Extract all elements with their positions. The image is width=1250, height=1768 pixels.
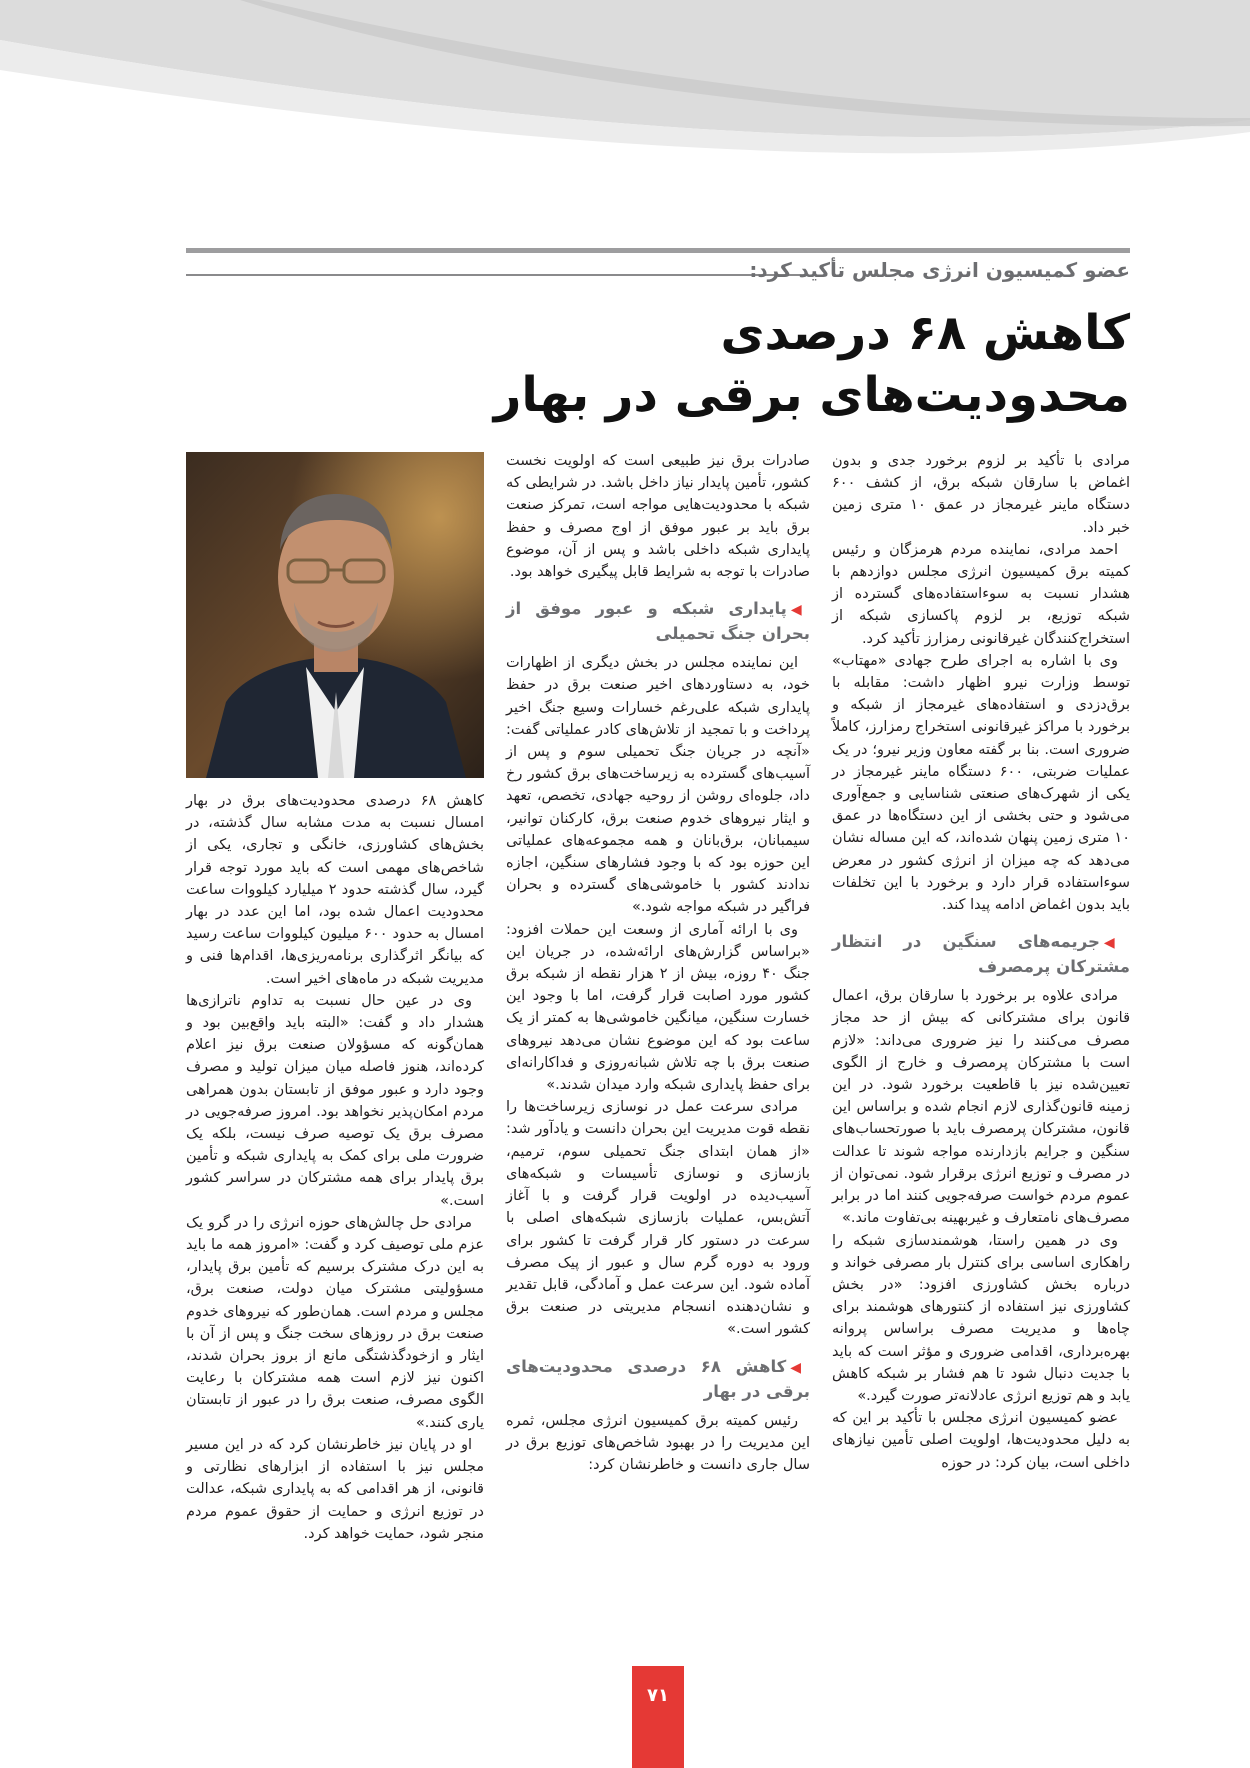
subheading-text: جریمه‌های سنگین در انتظار مشترکان پرمصرف bbox=[832, 932, 1130, 977]
paragraph: وی با اشاره به اجرای طرح جهادی «مهتاب» توسط وزارت نیرو اظهار داشت: مقابله با برق‌دزدی و استفاده‌های غیرمجاز از شبکه و برخورد با مراکز غیرقانونی استخراج رمزارز، کاملاً ضروری است. بنا بر گفته معاون وزیر نیرو؛ در یک عملیات ضربتی، ۶۰۰ دستگاه ماینر غیرمجاز در یکی از شهرک‌های صنعتی شناسایی و جمع‌آوری می‌شود و حتی بخشی از این دستگاه‌ها در عمق ۱۰ متری زمین پنهان شده‌اند، که این مساله نشان می‌دهد که چه میزان از انرژی کشور در معرض سوءاستفاده قرار دارد و برخورد با این تخلفات باید بدون اغماض ادامه پیدا کند. bbox=[832, 652, 1130, 914]
paragraph: مرادی حل چالش‌های حوزه انرژی را در گرو یک عزم ملی توصیف کرد و گفت: «امروز همه ما باید به این درک مشترک برسیم که تأمین برق پایدار، مسؤولیتی مشترک میان دولت، صنعت برق، مجلس و مردم است. همان‌طور که نیروهای خدوم صنعت برق در روزهای سخت جنگ و پس از آن با ایثار و ازخودگذشتگی مانع از بروز بحران شدند، اکنون نیز لازم است همه مشترکان با رعایت الگوی مصرف، صنعت برق را در عبور از تابستان یاری کنند.» bbox=[186, 1214, 484, 1431]
paragraph: مرادی با تأکید بر لزوم برخورد جدی و بدون اغماض با سارقان شبکه برق، از کشف ۶۰۰ دستگاه ماینر غیرمجاز در عمق ۱۰ متری زمین خبر داد. bbox=[832, 453, 1130, 536]
paragraph: کاهش ۶۸ درصدی محدودیت‌های برق در بهار امسال نسبت به مدت مشابه سال گذشته، در بخش‌های کشاورزی، خانگی و تجاری، یکی از شاخص‌های مهمی است که باید مورد توجه قرار گیرد، سال گذشته حدود ۲ میلیارد کیلووات ساعت محدودیت اعمال شده بود، اما این عدد در بهار امسال به حدود ۶۰۰ میلیون کیلووات ساعت رسید که بیانگر اثرگذاری برنامه‌ریزی‌ها، اقدام‌ها فنی و مدیریت شبکه در ماه‌های اخیر است. bbox=[186, 793, 484, 987]
subheading bbox=[832, 930, 1130, 979]
headline bbox=[430, 302, 1130, 426]
article-column-middle bbox=[506, 450, 810, 1476]
paragraph: وی در همین راستا، هوشمندسازی شبکه را راهکاری اساسی برای کنترل بار مصرفی خواند و درباره بخش کشاورزی افزود: «در بخش کشاورزی نیز استفاده از کنتورهای هوشمند برای چاه‌ها و مدیریت مصرف براساس پروانه بهره‌برداری، اقدامی ضروری و مؤثر است که باید با جدیت دنبال شود تا هم فشار بر شبکه کاهش یابد و هم توزیع انرژی عادلانه‌تر صورت گیرد.» bbox=[832, 1232, 1130, 1404]
paragraph: احمد مرادی، نماینده مردم هرمزگان و رئیس کمیته برق کمیسیون انرژی مجلس دوازدهم با هشدار نسبت به سوءاستفاده‌های گسترده از شبکه توزیع، بر لزوم پاکسازی شبکه از استخراج‌کنندگان غیرقانونی رمزارز تأکید کرد. bbox=[832, 541, 1130, 647]
kicker-top-bar bbox=[186, 248, 1130, 253]
kicker: عضو کمیسیون انرژی مجلس تأکید کرد: bbox=[749, 258, 1130, 282]
paragraph: وی با ارائه آماری از وسعت این حملات افزود: «براساس گزارش‌های ارائه‌شده، در جریان این جنگ ۴۰ روزه، بیش از ۲ هزار نقطه از شبکه برق کشور مورد اصابت قرار گرفت، اما با وجود این خسارت سنگین، میانگین خاموشی‌ها به کمتر از یک ساعت بود که این موضوع نشان می‌دهد نیروهای صنعت برق با چه تلاش شبانه‌روزی و فداکارانه‌ای برای حفظ پایداری شبکه وارد میدان شدند.» bbox=[506, 921, 811, 1094]
headline-line-2: محدودیت‌های برقی در بهار bbox=[493, 367, 1130, 423]
arrow-icon: ◀ bbox=[790, 1359, 810, 1376]
subheading-text: کاهش ۶۸ درصدی محدودیت‌های برقی در بهار bbox=[506, 1356, 810, 1401]
subheading bbox=[506, 1355, 810, 1404]
paragraph: مرادی سرعت عمل در نوسازی زیرساخت‌ها را نقطه قوت مدیریت این بحران دانست و یادآور شد: «از همان ابتدای جنگ تحمیلی سوم، ترمیم، بازسازی و نوسازی تأسیسات و شبکه‌های آسیب‌دیده در اولویت قرار گرفت و با آغاز آتش‌بس، عملیات بازسازی شبکه‌های اصلی با سرعت در دستور کار قرار گرفت تا کشور برای ورود به دوره گرم سال و عبور از پیک مصرف آماده شود. این سرعت عمل و آمادگی، قابل تقدیر و نشان‌دهنده انسجام مدیریتی در صنعت برق کشور است.» bbox=[506, 1099, 810, 1338]
arrow-icon: ◀ bbox=[790, 602, 810, 619]
headline-line-1: کاهش ۶۸ درصدی bbox=[720, 305, 1130, 361]
paragraph: رئیس کمیته برق کمیسیون انرژی مجلس، ثمره این مدیریت را در بهبود شاخص‌های توزیع برق در سال جاری دانست و خاطرنشان کرد: bbox=[506, 1412, 810, 1473]
kicker-rule bbox=[186, 274, 806, 276]
paragraph: وی در عین حال نسبت به تداوم ناترازی‌ها هشدار داد و گفت: «البته باید واقع‌بین بود و همان‌گونه که مسؤولان صنعت برق نیز اعلام کرده‌اند، هنوز فاصله میان میزان تولید و مصرف وجود دارد و عبور موفق از تابستان بدون همراهی مردم امکان‌پذیر نخواهد بود. امروز صرفه‌جویی در مصرف برق یک توصیه صرف نیست، بلکه یک ضرورت ملی برای کمک به پایداری شبکه و تأمین برق پایدار برای همه مشترکان در سراسر کشور است.» bbox=[186, 992, 484, 1209]
arrow-icon: ◀ bbox=[1103, 935, 1130, 952]
page-number: ۷۱ bbox=[632, 1666, 684, 1768]
portrait-photo bbox=[186, 452, 484, 778]
subheading bbox=[506, 597, 810, 646]
paragraph: مرادی علاوه بر برخورد با سارقان برق، اعمال قانون برای مشترکانی که بیش از حد مجاز مصرف می‌کنند را نیز ضروری می‌داند: «لازم است با مشترکان پرمصرف و خارج از الگوی تعیین‌شده نیز با قاطعیت برخورد شود. در این زمینه قانون‌گذاری لازم انجام شده و براساس این قانون، مشترکان پرمصرف باید با صورتحساب‌های سنگین و جرایم بازدارنده مواجه شوند تا عدالت در مصرف و توزیع انرژی برقرار شود. نمی‌توان از عموم مردم خواست صرفه‌جویی کنند اما در برابر مصرف‌های نامتعارف و غیربهینه بی‌تفاوت ماند.» bbox=[832, 988, 1130, 1227]
article-column-left bbox=[186, 790, 484, 1545]
paragraph: این نماینده مجلس در بخش دیگری از اظهارات خود، به دستاوردهای اخیر صنعت برق در حفظ پایداری شبکه علی‌رغم خسارات وسیع جنگ اخیر پرداخت و با تمجید از تلاش‌های کادر عملیاتی گفت: «آنچه در جریان جنگ تحمیلی سوم و پس از آسیب‌های گسترده به زیرساخت‌های برق کشور رخ داد، جلوه‌ای روشن از روحیه جهادی، تخصص، تعهد و ایثار نیروهای خدوم صنعت برق، کارکنان توانیر، سیمبانان، برق‌بانان و همه مجموعه‌های عملیاتی این حوزه بود که با وجود فشارهای سنگین، اجازه ندادند کشور با خاموشی‌های گسترده و بحران فراگیر در شبکه مواجه شود.» bbox=[506, 655, 810, 916]
subheading-text: پایداری شبکه و عبور موفق از بحران جنگ تحمیلی bbox=[506, 599, 810, 644]
paragraph: صادرات برق نیز طبیعی است که اولویت نخست کشور، تأمین پایدار نیاز داخل باشد. در شرایطی که شبکه با محدودیت‌هایی مواجه است، تمرکز صنعت برق باید بر عبور موفق از اوج مصرف و حفظ پایداری شبکه داخلی باشد و پس از آن، موضوع صادرات با توجه به شرایط قابل پیگیری خواهد بود. bbox=[506, 453, 810, 581]
paragraph: عضو کمیسیون انرژی مجلس با تأکید بر این که به دلیل محدودیت‌ها، اولویت اصلی تأمین نیازهای داخلی است، بیان کرد: در حوزه bbox=[832, 1410, 1130, 1471]
header-swoosh-decoration bbox=[0, 0, 1250, 260]
paragraph: او در پایان نیز خاطرنشان کرد که در این مسیر مجلس نیز با استفاده از ابزارهای نظارتی و قانونی، از هر اقدامی که به پایداری شبکه، عدالت در توزیع انرژی و حمایت از حقوق عموم مردم منجر شود، حمایت خواهد کرد. bbox=[186, 1436, 484, 1542]
article-column-right bbox=[832, 450, 1130, 1474]
